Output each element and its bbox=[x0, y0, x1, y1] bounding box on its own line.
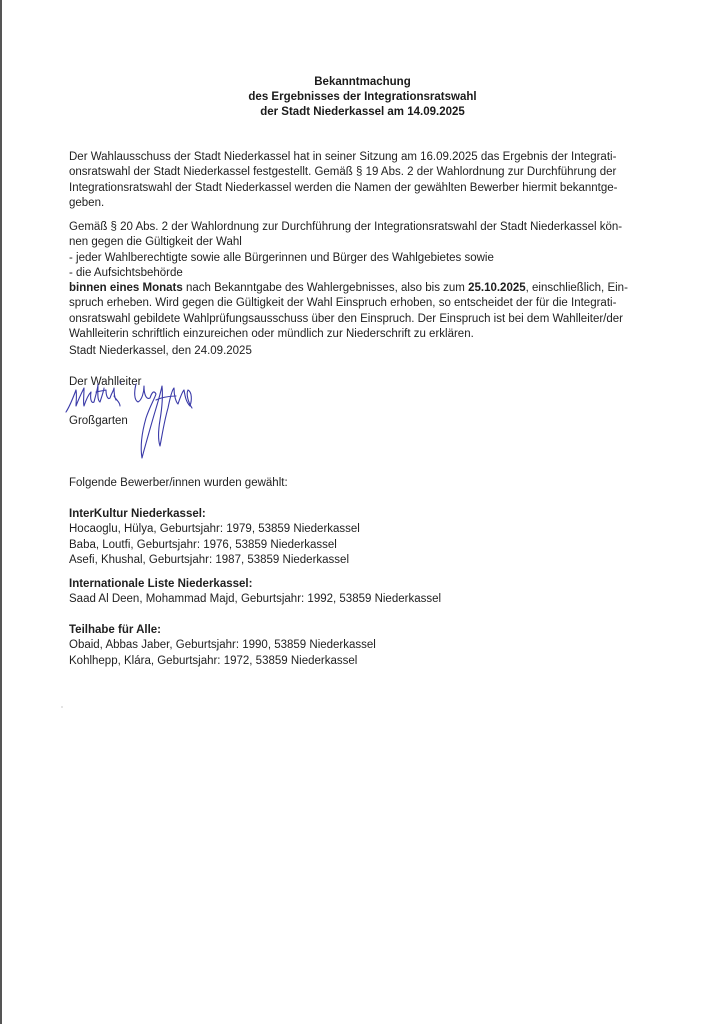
list-item-supervisory-authority: - die Aufsichtsbehörde bbox=[69, 266, 183, 279]
paragraph-line: Integrationsratswahl der Stadt Niederkassel werden die Namen der gewählten Bewerber hiermit bekanntge- bbox=[69, 181, 618, 194]
paragraph-line: nen gegen die Gültigkeit der Wahl bbox=[69, 236, 242, 249]
deadline-period: binnen eines Monats bbox=[69, 282, 183, 295]
party-section-teilhabe-fuer-alle bbox=[69, 623, 669, 669]
paragraph-line: onsratswahl gebildete Wahlprüfungsausschuss über den Einspruch. Der Einspruch ist bei dem Wahlleiter/der bbox=[69, 312, 623, 325]
party-section-interkultur bbox=[69, 507, 669, 568]
paragraph-line: onsratswahl der Stadt Niederkassel festgestellt. Gemäß § 19 Abs. 2 der Wahlordnung zur Durchführung der bbox=[69, 166, 617, 179]
party-name: InterKultur Niederkassel: bbox=[69, 508, 206, 520]
document-heading bbox=[0, 75, 725, 120]
party-name: Internationale Liste Niederkassel: bbox=[69, 578, 253, 590]
signatory-name: Großgarten bbox=[69, 415, 128, 427]
elected-intro: Folgende Bewerber/innen wurden gewählt: bbox=[69, 477, 288, 489]
signatory-role: Der Wahlleiter bbox=[69, 376, 142, 388]
party-section-internationale-liste bbox=[69, 577, 669, 608]
deadline-date: 25.10.2025 bbox=[468, 282, 526, 295]
paragraph-line: Der Wahlausschuss der Stadt Niederkassel hat in seiner Sitzung am 16.09.2025 das Ergebnis der Integrati- bbox=[69, 151, 617, 163]
paragraph-line: spruch erheben. Wird gegen die Gültigkeit der Wahl Einspruch erhoben, so entscheidet der für die Integrati- bbox=[69, 297, 617, 310]
paragraph-result-announcement bbox=[69, 150, 669, 211]
paragraph-line: Gemäß § 20 Abs. 2 der Wahlordnung zur Durchführung der Integrationsratswahl der Stadt Niederkassel kön- bbox=[69, 221, 623, 233]
elected-member: Asefi, Khushal, Geburtsjahr: 1987, 53859 Niederkassel bbox=[69, 553, 349, 566]
heading-line-3: der Stadt Niederkassel am 14.09.2025 bbox=[260, 106, 465, 118]
place-and-date: Stadt Niederkassel, den 24.09.2025 bbox=[69, 345, 252, 357]
paragraph-line: Wahlleiterin schriftlich einzureichen oder mündlich zur Niederschrift zu erklären. bbox=[69, 328, 474, 341]
paragraph-objection-info bbox=[69, 220, 669, 342]
party-name: Teilhabe für Alle: bbox=[69, 624, 162, 636]
elected-member: Obaid, Abbas Jaber, Geburtsjahr: 1990, 53859 Niederkassel bbox=[69, 639, 376, 652]
heading-line-1: Bekanntmachung bbox=[314, 76, 411, 88]
deadline-text-end: , einschließlich, Ein- bbox=[525, 282, 628, 295]
elected-member: Saad Al Deen, Mohammad Majd, Geburtsjahr: 1992, 53859 Niederkassel bbox=[69, 593, 442, 606]
elected-member: Kohlhepp, Klára, Geburtsjahr: 1972, 53859 Niederkassel bbox=[69, 654, 358, 667]
deadline-text: nach Bekanntgabe des Wahlergebnisses, also bis zum bbox=[182, 282, 469, 295]
scan-speck bbox=[61, 706, 63, 708]
paragraph-line-deadline bbox=[69, 281, 669, 296]
list-item-eligible-voters: - jeder Wahlberechtigte sowie alle Bürgerinnen und Bürger des Wahlgebietes sowie bbox=[69, 251, 494, 264]
heading-line-2: des Ergebnisses der Integrationsratswahl bbox=[248, 91, 477, 103]
handwritten-signature-icon bbox=[64, 378, 224, 468]
paragraph-line: geben. bbox=[69, 196, 105, 209]
elected-member: Baba, Loutfi, Geburtsjahr: 1976, 53859 Niederkassel bbox=[69, 538, 337, 551]
elected-member: Hocaoglu, Hülya, Geburtsjahr: 1979, 53859 Niederkassel bbox=[69, 523, 360, 536]
